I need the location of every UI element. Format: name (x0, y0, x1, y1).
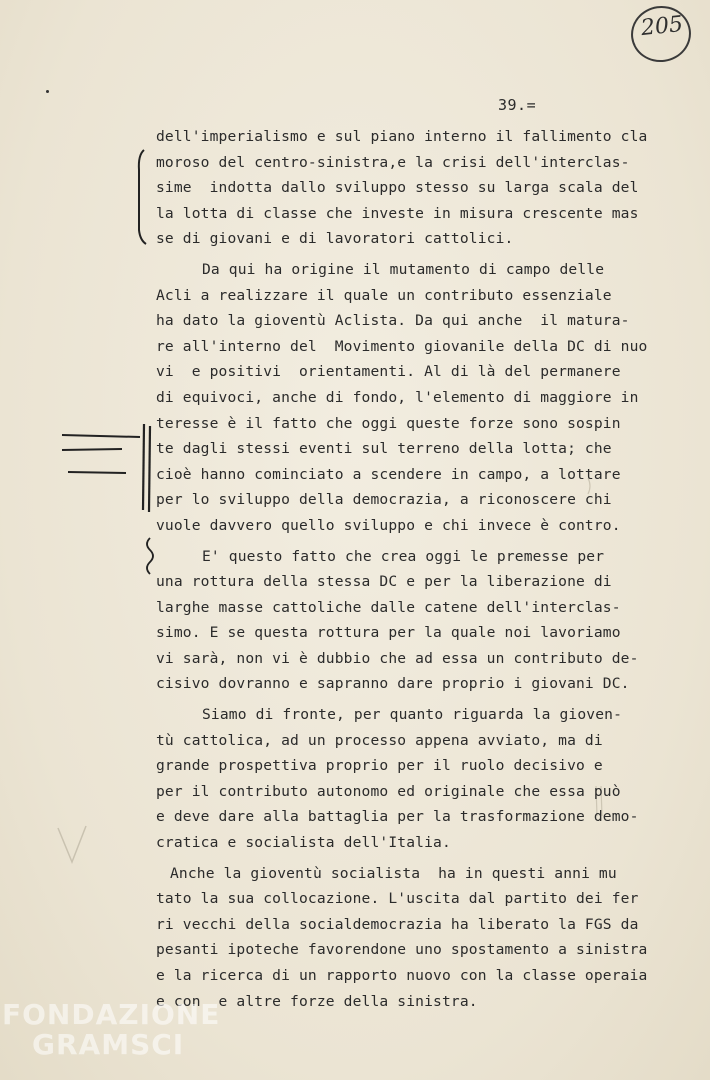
text-line: Siamo di fronte, per quanto riguarda la gioven- (202, 706, 623, 724)
text-line: dell'imperialismo e sul piano interno il fallimento cla (156, 128, 648, 145)
text-line: Da qui ha origine il mutamento di campo delle (202, 260, 605, 278)
archive-number: 205 (639, 11, 685, 42)
margin-squiggle-mark (147, 538, 153, 574)
watermark-line: FONDAZIONE (2, 998, 221, 1031)
text-line: ri vecchi della socialdemocrazia ha liberato la FGS da (156, 915, 639, 933)
faint-ghost-mark (58, 826, 86, 862)
text-line: pesanti ipoteche favorendone uno spostamento a sinistra (156, 941, 648, 959)
margin-double-bar-mark (143, 424, 144, 510)
text-line: cratica e socialista dell'Italia. (156, 834, 451, 852)
text-line: cioè hanno cominciato a scendere in campo, a lottare (156, 465, 621, 483)
text-line: se di giovani e di lavoratori cattolici. (156, 230, 514, 248)
text-line: una rottura della stessa DC e per la liberazione di (156, 573, 612, 591)
text-line: vuole davvero quello sviluppo e chi invece è contro. (156, 516, 621, 534)
text-line: cisivo dovranno e sapranno dare proprio i giovani DC. (156, 675, 630, 693)
text-line: E' questo fatto che crea oggi le premesse per (202, 547, 605, 565)
text-line: per lo sviluppo della democrazia, a riconoscere chi (156, 491, 612, 509)
watermark-line: GRAMSCI (32, 1028, 185, 1061)
text-line: sime indotta dallo sviluppo stesso su larga scala del (156, 179, 639, 197)
text-line: grande prospettiva proprio per il ruolo decisivo e (156, 757, 603, 775)
text-line: Acli a realizzare il quale un contributo essenziale (156, 286, 612, 304)
paragraph-3 (156, 544, 639, 698)
paragraph-5 (156, 861, 648, 1015)
text-line: per il contributo autonomo ed originale che essa può (156, 782, 621, 800)
text-line: la lotta di classe che investe in misura crescente mas (156, 204, 639, 222)
page-number: 39.= (498, 96, 537, 114)
text-line: e con e altre forze della sinistra. (156, 992, 478, 1010)
text-line: ha dato la gioventù Aclista. Da qui anche il matura- (156, 312, 630, 330)
text-line: tù cattolica, ad un processo appena avviato, ma di (156, 731, 603, 749)
margin-line-mark (68, 472, 126, 473)
fondazione-gramsci-watermark (2, 1000, 220, 1060)
text-line: te dagli stessi eventi sul terreno della lotta; che (156, 440, 612, 458)
text-line: moroso del centro-sinistra,e la crisi dell'interclas- (156, 153, 630, 171)
text-line: tato la sua collocazione. L'uscita dal partito dei fer (156, 890, 639, 908)
text-line: vi sarà, non vi è dubbio che ad essa un contributo de- (156, 649, 639, 667)
paragraph-1 (156, 124, 648, 252)
text-line: e deve dare alla battaglia per la trasformazione demo- (156, 808, 639, 826)
margin-line-mark (62, 449, 122, 450)
text-line: Anche la gioventù socialista ha in questi anni mu (170, 864, 617, 882)
text-line: e la ricerca di un rapporto nuovo con la classe operaia (156, 967, 648, 984)
margin-line-mark (62, 435, 140, 437)
body-text (156, 124, 648, 1014)
paragraph-4 (156, 702, 639, 856)
margin-bracket-mark (139, 150, 146, 244)
text-line: teresse è il fatto che oggi queste forze sono sospin (156, 414, 621, 432)
margin-double-bar-mark (149, 426, 150, 512)
text-line: re all'interno del Movimento giovanile della DC di nuo (156, 337, 648, 355)
text-line: simo. E se questa rottura per la quale noi lavoriamo (156, 624, 621, 642)
text-line: larghe masse cattoliche dalle catene dell'interclas- (156, 598, 621, 616)
text-line: vi e positivi orientamenti. Al di là del permanere (156, 363, 621, 381)
paragraph-2 (156, 257, 648, 539)
text-line: di equivoci, anche di fondo, l'elemento di maggiore in (156, 388, 639, 406)
